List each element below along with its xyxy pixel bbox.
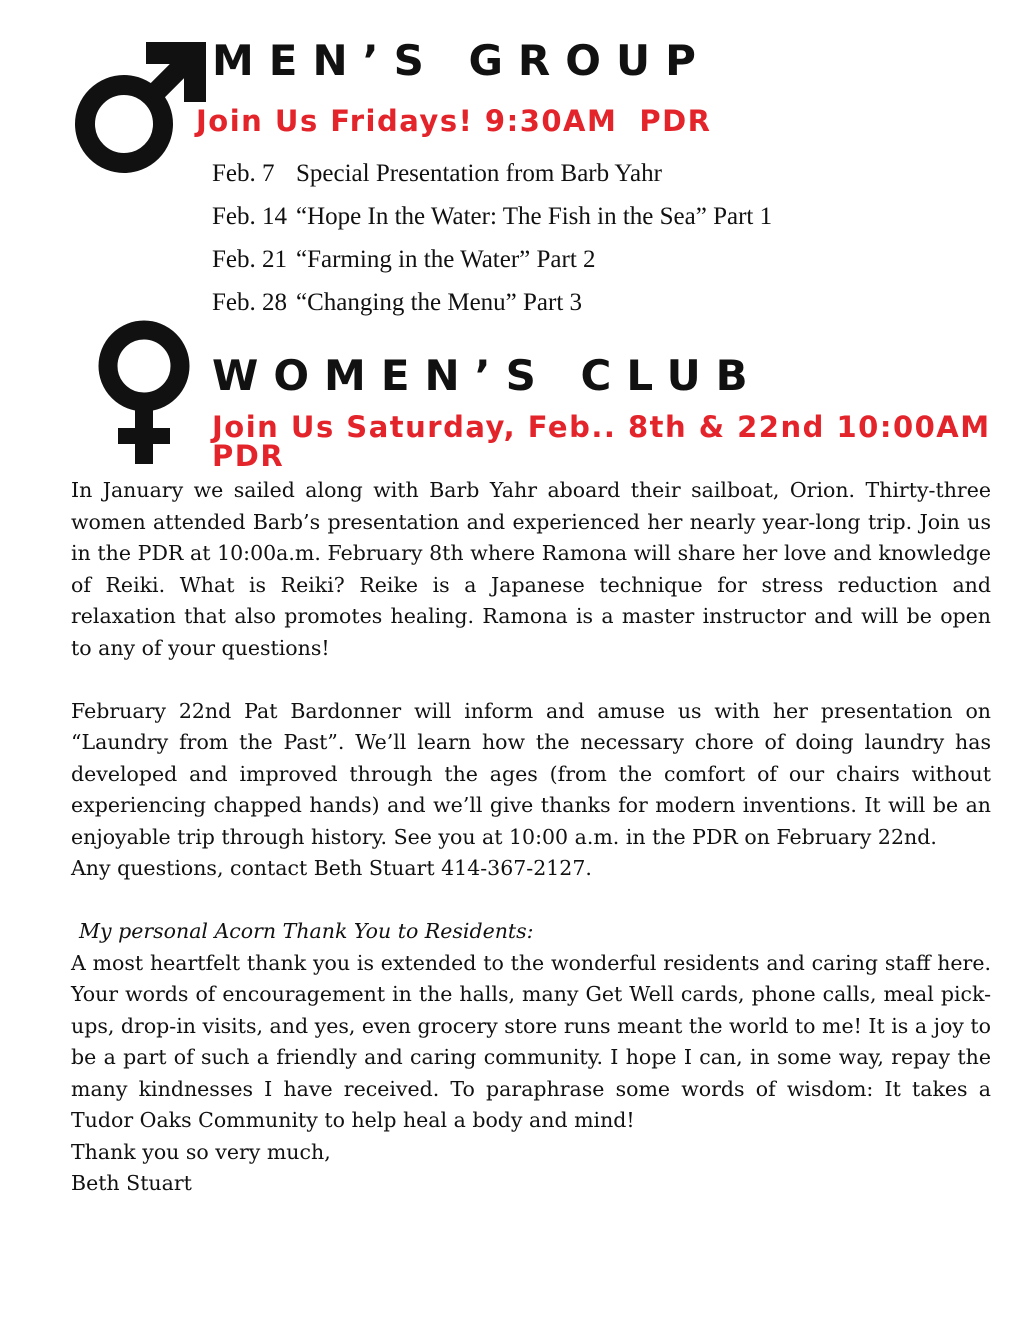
schedule-topic: “Hope In the Water: The Fish in the Sea” Part 1 (296, 203, 773, 230)
mens-group-subtitle-main: Join Us Fridays! 9:30AM (196, 104, 618, 138)
mens-group-schedule (212, 157, 772, 329)
womens-club-paragraph-1: In January we sailed along with Barb Yahr aboard their sailboat, Orion. Thirty-three women attended Barb’s presentation and experienced her nearly year-long trip. Join us in the PDR at 10:00a.m. February 8th where Ramona will share her love and knowledge of Reiki. What is Reiki? Reike is a Japanese technique for stress reduction and relaxation that also promotes healing. Ramona is a master instructor and will be open to any of your questions! (71, 478, 991, 660)
womens-club-body (71, 475, 991, 1200)
mens-group-subtitle (196, 104, 712, 138)
female-symbol-icon (98, 320, 190, 470)
schedule-item (212, 243, 772, 286)
mens-group-title: MEN’S GROUP (212, 36, 711, 85)
womens-club-subtitle-line1: Join Us Saturday, Feb.. 8th & 22nd 10:00AM (212, 410, 991, 444)
contact-line: Any questions, contact Beth Stuart 414-367-2127. (71, 856, 592, 880)
schedule-topic: Special Presentation from Barb Yahr (296, 160, 662, 187)
closing-line: Thank you so very much, (71, 1139, 331, 1164)
womens-club-subtitle (212, 410, 991, 473)
womens-club-subtitle-line2: PDR (212, 439, 285, 473)
womens-club-paragraph-2: February 22nd Pat Bardonner will inform and amuse us with her presentation on “Laundry from the Past”. We’ll learn how the necessary chore of doing laundry has developed and improved through the ages (from the comfort of our chairs without experiencing chapped hands) and we’ll give thanks for modern inventions. It will be an enjoyable trip through history. See you at 10:00 a.m. in the PDR on February 22nd. (71, 698, 991, 849)
male-symbol-icon (72, 40, 208, 174)
schedule-item (212, 200, 772, 243)
schedule-date: Feb. 28 (212, 289, 287, 316)
schedule-item (212, 286, 772, 329)
schedule-date: Feb. 7 (212, 160, 275, 187)
schedule-topic: “Changing the Menu” Part 3 (296, 289, 583, 316)
thanks-heading: My personal Acorn Thank You to Residents: (79, 919, 534, 943)
schedule-date: Feb. 14 (212, 203, 287, 230)
mens-group-subtitle-place: PDR (639, 104, 712, 138)
schedule-topic: “Farming in the Water” Part 2 (296, 246, 596, 273)
thanks-body: A most heartfelt thank you is extended to the wonderful residents and caring staff here. Your words of encouragement in the halls, many Get Well cards, phone calls, meal pick-ups, drop-in visits, and yes, even grocery store runs meant the world to me! It is a joy to be a part of such a friendly and caring community. I hope I can, in some way, repay the many kindnesses I have received. To paraphrase some words of wisdom: It takes a Tudor Oaks Community to help heal a body and mind! (71, 950, 991, 1132)
schedule-item (212, 157, 772, 200)
schedule-date: Feb. 21 (212, 246, 287, 273)
womens-club-title: WOMEN’S CLUB (212, 351, 763, 400)
signature: Beth Stuart (71, 1171, 192, 1195)
